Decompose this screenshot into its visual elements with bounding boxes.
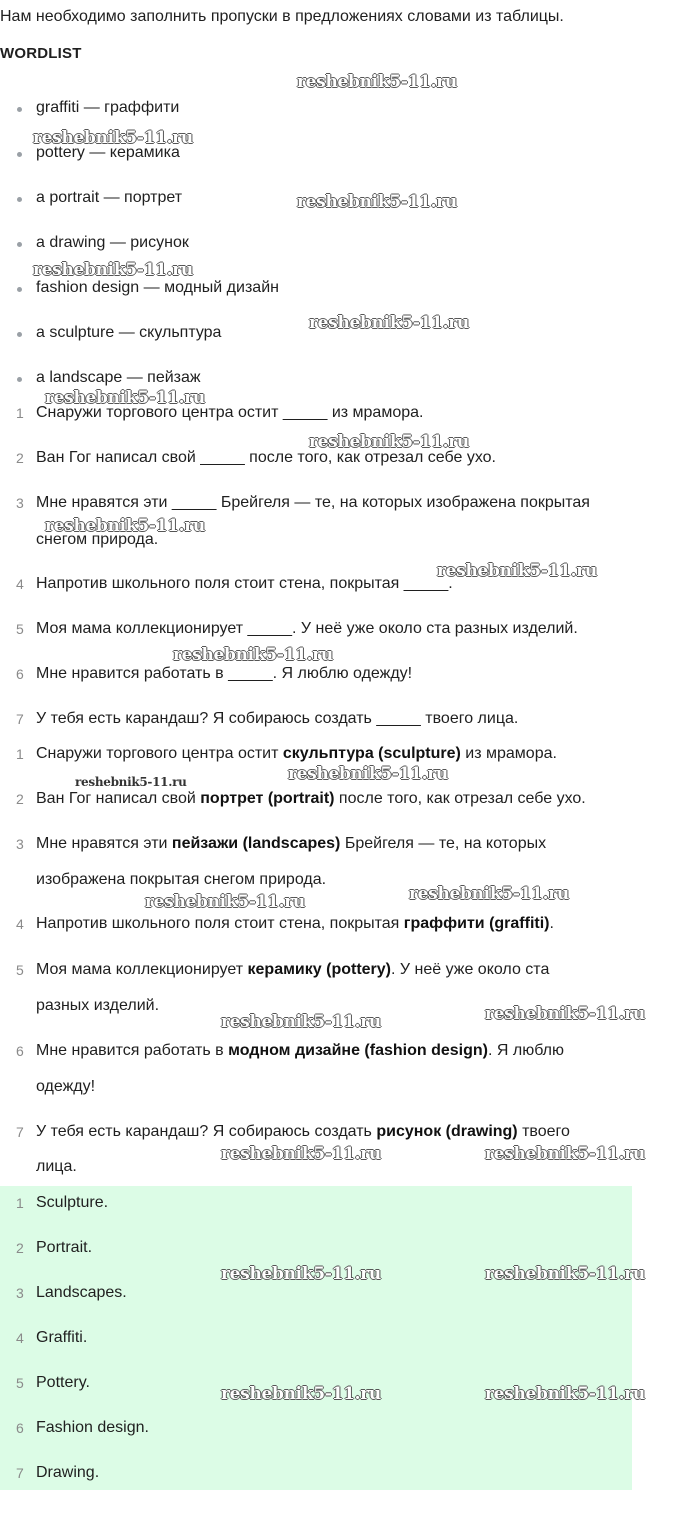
watermark: reshebnik5-11.ru (437, 561, 597, 581)
watermark: reshebnik5-11.ru (45, 388, 205, 408)
watermark: reshebnik5-11.ru (75, 775, 187, 789)
watermark: reshebnik5-11.ru (309, 432, 469, 452)
watermark: reshebnik5-11.ru (173, 645, 333, 665)
intro-text: Нам необходимо заполнить пропуски в предложениях словами из таблицы. (0, 8, 564, 25)
watermark: reshebnik5-11.ru (485, 1384, 645, 1404)
bullet-icon (17, 287, 22, 292)
watermark: reshebnik5-11.ru (45, 516, 205, 536)
watermark: reshebnik5-11.ru (288, 764, 448, 784)
watermark: reshebnik5-11.ru (33, 260, 193, 280)
watermark: reshebnik5-11.ru (309, 313, 469, 333)
watermark: reshebnik5-11.ru (221, 1144, 381, 1164)
watermark: reshebnik5-11.ru (33, 128, 193, 148)
wordlist-heading: WORDLIST (0, 45, 82, 62)
watermark: reshebnik5-11.ru (145, 892, 305, 912)
bullet-icon (17, 332, 22, 337)
watermark: reshebnik5-11.ru (297, 192, 457, 212)
watermark: reshebnik5-11.ru (485, 1264, 645, 1284)
watermark: reshebnik5-11.ru (409, 884, 569, 904)
watermark: reshebnik5-11.ru (221, 1264, 381, 1284)
bullet-icon (17, 197, 22, 202)
bullet-icon (17, 107, 22, 112)
watermark: reshebnik5-11.ru (297, 72, 457, 92)
bullet-icon (17, 377, 22, 382)
bullet-icon (17, 242, 22, 247)
watermark: reshebnik5-11.ru (221, 1384, 381, 1404)
watermark: reshebnik5-11.ru (221, 1012, 381, 1032)
bullet-icon (17, 152, 22, 157)
watermark: reshebnik5-11.ru (485, 1144, 645, 1164)
watermark: reshebnik5-11.ru (485, 1004, 645, 1024)
